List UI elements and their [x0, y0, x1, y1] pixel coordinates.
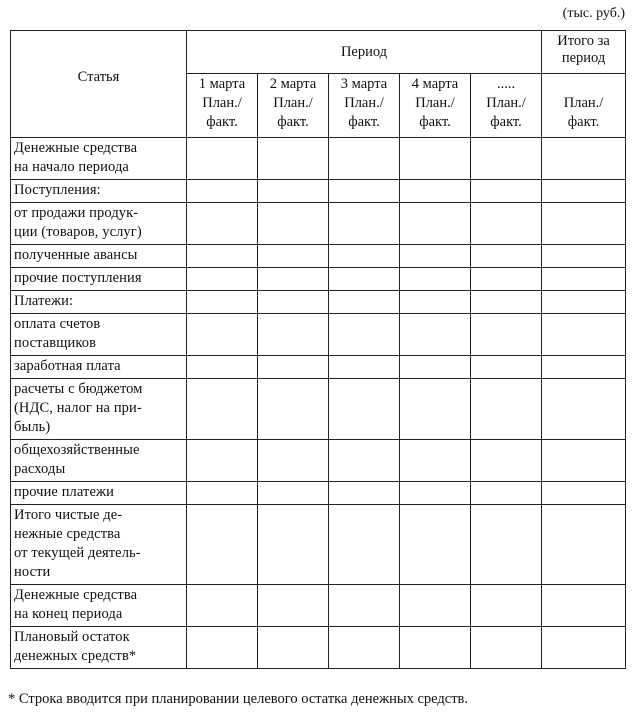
- row-label-line: от продажи продук-: [14, 205, 139, 221]
- row-label-line: Плановый остаток: [14, 629, 130, 645]
- value-cell[interactable]: [400, 291, 471, 314]
- value-cell[interactable]: [400, 440, 471, 482]
- row-label-line: Денежные средства: [14, 587, 138, 603]
- table-body: [11, 138, 626, 669]
- value-cell[interactable]: [187, 291, 258, 314]
- value-cell[interactable]: [471, 203, 542, 245]
- value-cell[interactable]: [542, 203, 626, 245]
- value-cell[interactable]: [258, 505, 329, 585]
- value-cell[interactable]: [187, 245, 258, 268]
- value-cell[interactable]: [471, 245, 542, 268]
- value-cell[interactable]: [258, 180, 329, 203]
- value-cell[interactable]: [471, 291, 542, 314]
- table-row: [11, 585, 626, 627]
- unit-note: (тыс. руб.): [562, 6, 625, 21]
- value-cell[interactable]: [329, 585, 400, 627]
- value-cell[interactable]: [329, 356, 400, 379]
- value-cell[interactable]: [471, 180, 542, 203]
- row-label: [11, 138, 187, 180]
- row-label: [11, 627, 187, 669]
- row-label-line: оплата счетов: [14, 316, 101, 332]
- value-cell[interactable]: [187, 138, 258, 180]
- value-cell[interactable]: [187, 268, 258, 291]
- row-label-line: на конец периода: [14, 606, 123, 622]
- row-label: [11, 245, 187, 268]
- value-cell[interactable]: [471, 379, 542, 440]
- row-label: [11, 314, 187, 356]
- period-header: Период: [187, 31, 542, 74]
- row-label-line: Платежи:: [14, 293, 74, 309]
- plan-fact-label: факт.: [419, 114, 451, 130]
- total-header-line2: период: [561, 50, 606, 66]
- value-cell[interactable]: [542, 482, 626, 505]
- table-row: [11, 180, 626, 203]
- plan-fact-label: План./: [415, 95, 455, 111]
- value-cell[interactable]: [400, 203, 471, 245]
- period-column-header: [329, 74, 400, 138]
- row-label: [11, 291, 187, 314]
- value-cell[interactable]: [400, 180, 471, 203]
- value-cell[interactable]: [542, 440, 626, 482]
- row-label-line: от текущей деятель-: [14, 545, 141, 561]
- value-cell[interactable]: [542, 585, 626, 627]
- period-column-header: [471, 74, 542, 138]
- period-column-header: [400, 74, 471, 138]
- table-row: [11, 291, 626, 314]
- value-cell[interactable]: [258, 627, 329, 669]
- article-header: Статья: [11, 31, 187, 138]
- row-label-line: прочие платежи: [14, 484, 115, 500]
- row-label-line: Итого чистые де-: [14, 507, 123, 523]
- row-label-line: прочие поступления: [14, 270, 142, 286]
- value-cell[interactable]: [187, 585, 258, 627]
- table-row: [11, 314, 626, 356]
- value-cell[interactable]: [329, 482, 400, 505]
- period-column-header: [187, 74, 258, 138]
- value-cell[interactable]: [329, 245, 400, 268]
- plan-fact-label: факт.: [348, 114, 380, 130]
- value-cell[interactable]: [400, 138, 471, 180]
- row-label-line: общехозяйственные: [14, 442, 140, 458]
- row-label-line: Поступления:: [14, 182, 101, 198]
- row-label: [11, 440, 187, 482]
- table-row: [11, 245, 626, 268]
- value-cell[interactable]: [542, 268, 626, 291]
- row-label-line: нежные средства: [14, 526, 121, 542]
- value-cell[interactable]: [329, 291, 400, 314]
- period-date: .....: [496, 76, 516, 92]
- row-label-line: ности: [14, 564, 51, 580]
- row-label-line: быль): [14, 419, 51, 435]
- value-cell[interactable]: [471, 585, 542, 627]
- plan-fact-label: факт.: [206, 114, 238, 130]
- value-cell[interactable]: [258, 585, 329, 627]
- value-cell[interactable]: [329, 268, 400, 291]
- value-cell[interactable]: [187, 482, 258, 505]
- row-label-line: расчеты с бюджетом: [14, 381, 143, 397]
- value-cell[interactable]: [187, 505, 258, 585]
- value-cell[interactable]: [329, 440, 400, 482]
- row-label: [11, 203, 187, 245]
- value-cell[interactable]: [471, 138, 542, 180]
- table-header: [11, 31, 626, 138]
- value-cell[interactable]: [258, 291, 329, 314]
- row-label-line: заработная плата: [14, 358, 121, 374]
- value-cell[interactable]: [329, 627, 400, 669]
- value-cell[interactable]: [471, 356, 542, 379]
- value-cell[interactable]: [187, 180, 258, 203]
- row-label-line: полученные авансы: [14, 247, 138, 263]
- row-label-line: на начало периода: [14, 159, 129, 175]
- value-cell[interactable]: [542, 138, 626, 180]
- value-cell[interactable]: [542, 245, 626, 268]
- value-cell[interactable]: [329, 203, 400, 245]
- row-label: [11, 356, 187, 379]
- row-label: [11, 268, 187, 291]
- row-label-line: денежных средств*: [14, 648, 137, 664]
- value-cell[interactable]: [187, 379, 258, 440]
- period-column-header: [258, 74, 329, 138]
- row-label-line: поставщиков: [14, 335, 97, 351]
- row-label: [11, 180, 187, 203]
- period-date: 3 марта: [340, 76, 388, 92]
- table-row: [11, 627, 626, 669]
- plan-fact-label: факт.: [490, 114, 522, 130]
- plan-fact-label: факт.: [277, 114, 309, 130]
- value-cell[interactable]: [471, 314, 542, 356]
- value-cell[interactable]: [258, 314, 329, 356]
- value-cell[interactable]: [187, 203, 258, 245]
- value-cell[interactable]: [329, 505, 400, 585]
- value-cell[interactable]: [187, 627, 258, 669]
- row-label: [11, 379, 187, 440]
- value-cell[interactable]: [400, 379, 471, 440]
- value-cell[interactable]: [258, 356, 329, 379]
- value-cell[interactable]: [329, 180, 400, 203]
- table-row: [11, 482, 626, 505]
- row-label: [11, 482, 187, 505]
- value-cell[interactable]: [542, 627, 626, 669]
- value-cell[interactable]: [471, 482, 542, 505]
- period-date: 1 марта: [198, 76, 246, 92]
- footnote: * Строка вводится при планировании целевого остатка денежных средств.: [8, 691, 469, 707]
- value-cell[interactable]: [258, 138, 329, 180]
- value-cell[interactable]: [542, 314, 626, 356]
- value-cell[interactable]: [400, 585, 471, 627]
- value-cell[interactable]: [471, 440, 542, 482]
- plan-fact-label: План./: [563, 95, 604, 111]
- value-cell[interactable]: [258, 379, 329, 440]
- row-label-line: расходы: [14, 461, 66, 477]
- plan-fact-label: План./: [486, 95, 526, 111]
- row-label: [11, 585, 187, 627]
- plan-fact-label: План./: [273, 95, 313, 111]
- value-cell[interactable]: [187, 314, 258, 356]
- value-cell[interactable]: [400, 245, 471, 268]
- row-label-line: Денежные средства: [14, 140, 138, 156]
- value-cell[interactable]: [400, 505, 471, 585]
- value-cell[interactable]: [471, 627, 542, 669]
- period-date: 2 марта: [269, 76, 317, 92]
- table-row: [11, 440, 626, 482]
- value-cell[interactable]: [258, 203, 329, 245]
- row-label-line: ции (товаров, услуг): [14, 224, 142, 240]
- value-cell[interactable]: [400, 627, 471, 669]
- table-row: [11, 379, 626, 440]
- value-cell[interactable]: [542, 356, 626, 379]
- plan-fact-label: факт.: [567, 114, 600, 130]
- plan-fact-label: План./: [202, 95, 242, 111]
- row-label-line: (НДС, налог на при-: [14, 400, 142, 416]
- value-cell[interactable]: [400, 356, 471, 379]
- value-cell[interactable]: [542, 180, 626, 203]
- value-cell[interactable]: [542, 505, 626, 585]
- value-cell[interactable]: [400, 268, 471, 291]
- value-cell[interactable]: [187, 440, 258, 482]
- row-label: [11, 505, 187, 585]
- plan-fact-label: План./: [344, 95, 384, 111]
- cash-budget-table: [10, 30, 626, 669]
- value-cell[interactable]: [187, 356, 258, 379]
- total-column-subheader: [542, 74, 626, 138]
- value-cell[interactable]: [471, 268, 542, 291]
- total-header: [542, 31, 626, 74]
- value-cell[interactable]: [258, 482, 329, 505]
- value-cell[interactable]: [258, 268, 329, 291]
- value-cell[interactable]: [329, 314, 400, 356]
- period-date: 4 марта: [411, 76, 459, 92]
- table-row: [11, 203, 626, 245]
- value-cell[interactable]: [329, 138, 400, 180]
- value-cell[interactable]: [542, 379, 626, 440]
- value-cell[interactable]: [258, 245, 329, 268]
- value-cell[interactable]: [258, 440, 329, 482]
- value-cell[interactable]: [471, 505, 542, 585]
- table-row: [11, 138, 626, 180]
- value-cell[interactable]: [542, 291, 626, 314]
- value-cell[interactable]: [400, 314, 471, 356]
- table-row: [11, 356, 626, 379]
- table-row: [11, 268, 626, 291]
- table-row: [11, 505, 626, 585]
- total-header-line1: Итого за: [557, 33, 610, 49]
- value-cell[interactable]: [400, 482, 471, 505]
- value-cell[interactable]: [329, 379, 400, 440]
